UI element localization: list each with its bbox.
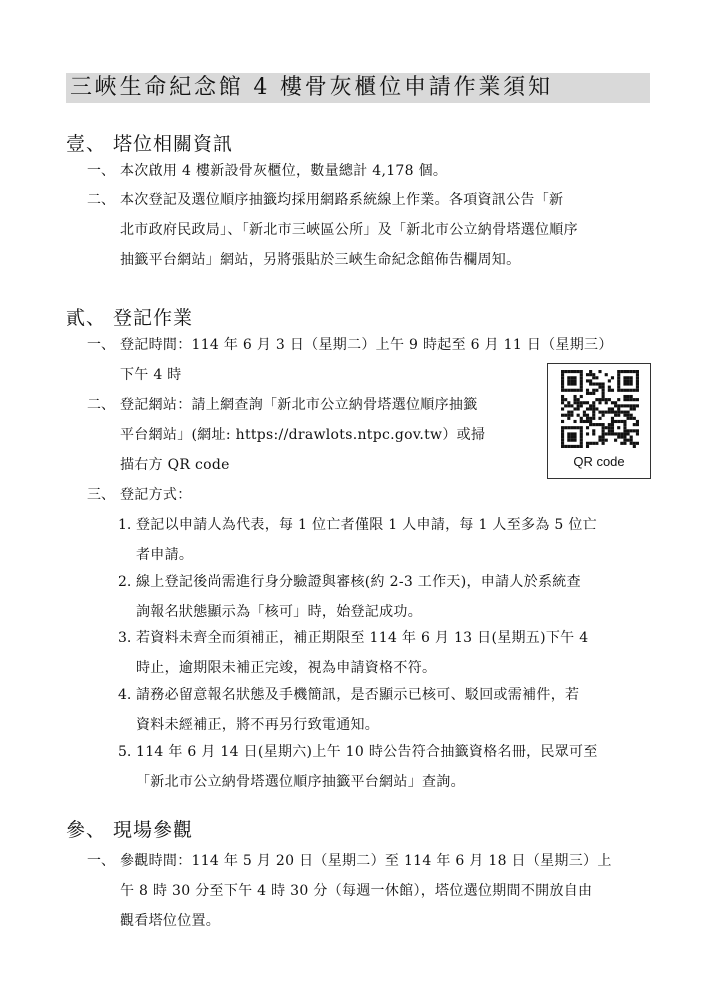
text-line: 平台網站」(網址: https://drawlots.ntpc.gov.tw）或掃 (120, 427, 486, 443)
item-text (120, 156, 447, 186)
subitem-marker: 2. (118, 574, 132, 590)
item-marker: 二、 (87, 397, 115, 413)
text-line: 登記網站：請上網查詢「新北市公立納骨塔選位順序抽籤 (120, 397, 478, 413)
text-line: 時止，逾期限未補正完竣，視為申請資格不符。 (136, 660, 437, 676)
text-line: 下午 4 時 (120, 367, 182, 383)
item-marker: 一、 (87, 337, 115, 353)
document-title: 三峽生命紀念館 4 樓骨灰櫃位申請作業須知 (66, 73, 650, 103)
item-marker: 二、 (87, 192, 115, 208)
text-line: 者申請。 (136, 547, 194, 563)
text-line: 請務必留意報名狀態及手機簡訊，是否顯示已核可、駁回或需補件，若 (136, 687, 580, 703)
subitem-text (136, 510, 597, 570)
subitem-text (136, 623, 588, 683)
section-heading-registration: 貳、 登記作業 (66, 307, 194, 329)
text-line: 本次登記及選位順序抽籤均採用網路系統線上作業。各項資訊公告「新 (120, 192, 564, 208)
qr-code-label: QR code (573, 454, 625, 469)
text-line: 若資料未齊全而須補正，補正期限至 114 年 6 月 13 日(星期五)下午 4 (136, 630, 589, 646)
text-line: 114 年 6 月 14 日(星期六)上午 10 時公告符合抽籤資格名冊，民眾可至 (136, 744, 598, 760)
subitem-text (136, 567, 581, 627)
section-heading-visit: 參、 現場參觀 (66, 819, 194, 841)
text-line: 登記時間：114 年 6 月 3 日（星期二）上午 9 時起至 6 月 11 日（星期三） (120, 337, 613, 353)
text-line: 觀看塔位位置。 (120, 913, 221, 929)
item-marker: 三、 (87, 487, 115, 503)
text-line: 登記以申請人為代表，每 1 位亡者僅限 1 人申請，每 1 人至多為 5 位亡 (136, 517, 597, 533)
text-line: 資料未經補正，將不再另行致電通知。 (136, 717, 380, 733)
item-marker: 一、 (87, 163, 115, 179)
text-line: 參觀時間：114 年 5 月 20 日（星期二）至 114 年 6 月 18 日（星期三）上 (120, 853, 612, 869)
text-line: 北市政府民政局」、「新北市三峽區公所」及「新北市公立納骨塔選位順序 (120, 222, 578, 238)
subitem-marker: 4. (118, 687, 132, 703)
text-line: 抽籤平台網站」網站，另將張貼於三峽生命紀念館佈告欄周知。 (120, 252, 521, 268)
qr-code-icon (561, 370, 639, 448)
section-heading-info: 壹、 塔位相關資訊 (66, 133, 234, 155)
text-line: 本次啟用 4 樓新設骨灰櫃位，數量總計 4,178 個。 (120, 163, 448, 179)
subitem-marker: 3. (118, 630, 132, 646)
item-text (120, 330, 613, 390)
text-line: 詢報名狀態顯示為「核可」時，始登記成功。 (136, 604, 422, 620)
subitem-marker: 5. (118, 744, 132, 760)
subitem-text (136, 680, 579, 740)
qr-code-box[interactable] (547, 363, 651, 479)
text-line: 「新北市公立納骨塔選位順序抽籤平台網站」查詢。 (136, 774, 465, 790)
item-text (120, 390, 485, 480)
subitem-text (136, 737, 598, 797)
item-marker: 一、 (87, 853, 115, 869)
item-text (120, 185, 578, 275)
item-text (120, 846, 612, 936)
item-text (120, 480, 192, 510)
subitem-marker: 1. (118, 517, 132, 533)
text-line: 登記方式： (120, 487, 192, 503)
text-line: 描右方 QR code (120, 457, 230, 473)
text-line: 線上登記後尚需進行身分驗證與審核(約 2-3 工作天)，申請人於系統查 (136, 574, 581, 590)
text-line: 午 8 時 30 分至下午 4 時 30 分（每週一休館），塔位選位期間不開放自由 (120, 883, 593, 899)
